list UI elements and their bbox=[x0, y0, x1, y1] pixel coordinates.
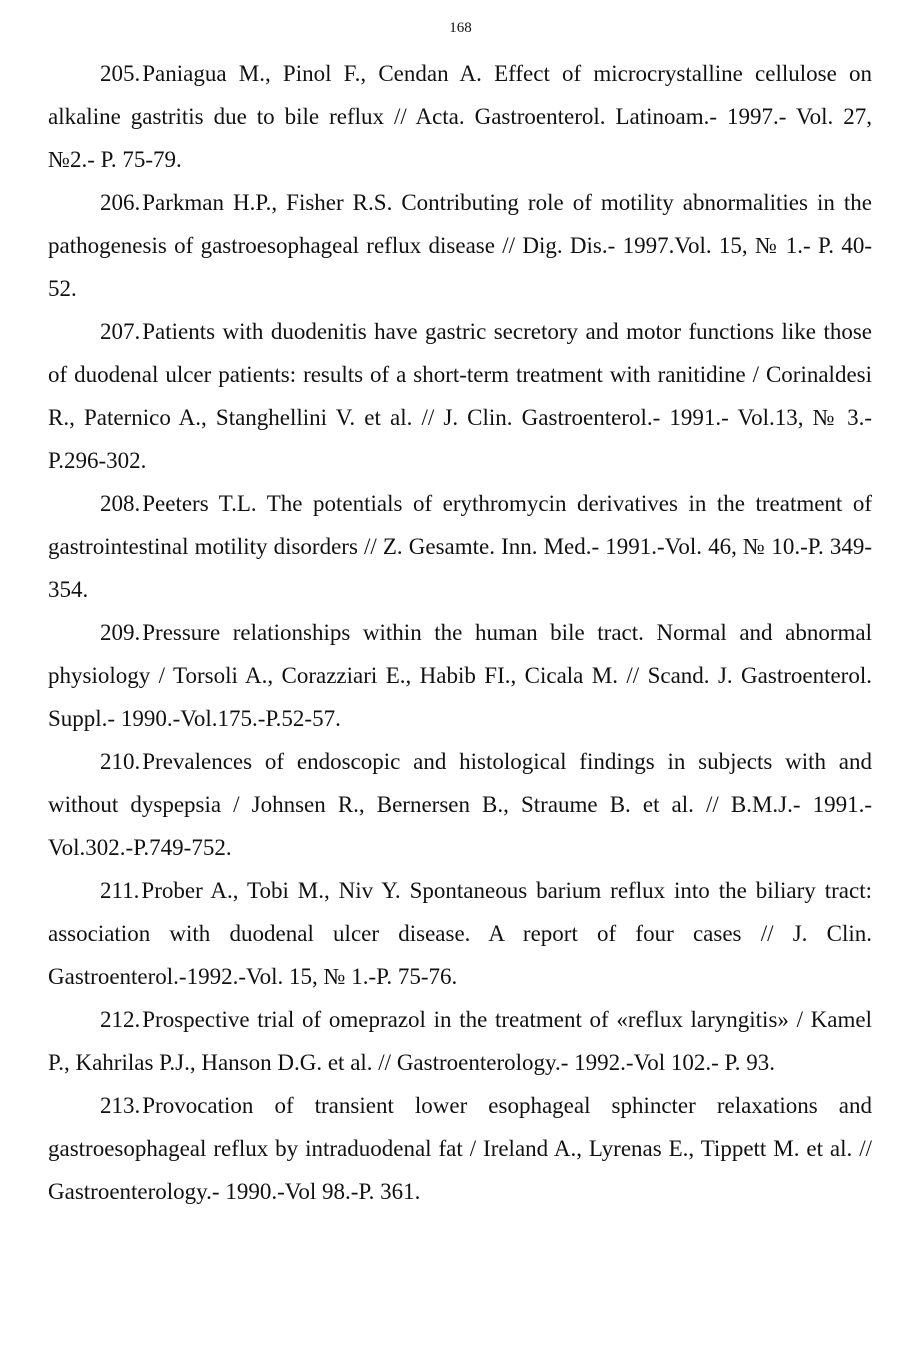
reference-item bbox=[48, 1084, 872, 1213]
reference-text: Prevalences of endoscopic and histological findings in subjects with and without dyspepsia / Johnsen R., Bernersen B., Straume B. et al. // B.M.J.- 1991.- Vol.302.-P.749-752. bbox=[48, 749, 872, 860]
reference-text: Pressure relationships within the human bile tract. Normal and abnormal physiology / Torsoli A., Corazziari E., Habib FI., Cicala M. // Scand. J. Gastroenterol. Suppl.- 1990.-Vol.175.-P.52-57. bbox=[48, 620, 872, 731]
reference-text: Parkman H.P., Fisher R.S. Contributing role of motility abnormalities in the pathogenesis of gastroesophageal reflux disease // Dig. Dis.- 1997.Vol. 15, № 1.- P. 40-52. bbox=[48, 190, 872, 301]
reference-list bbox=[48, 52, 872, 1213]
reference-number: 213. bbox=[100, 1093, 141, 1118]
reference-number: 206. bbox=[100, 190, 141, 215]
reference-item bbox=[48, 482, 872, 611]
reference-number: 209. bbox=[100, 620, 141, 645]
reference-item bbox=[48, 181, 872, 310]
reference-text: Peeters T.L. The potentials of erythromycin derivatives in the treatment of gastrointestinal motility disorders // Z. Gesamte. Inn. Med.- 1991.-Vol. 46, № 10.-P. 349-354. bbox=[48, 491, 872, 602]
reference-number: 207. bbox=[100, 319, 141, 344]
reference-text: Patients with duodenitis have gastric secretory and motor functions like those of duodenal ulcer patients: results of a short-term treatment with ranitidine / Corinaldesi R., Paternico A., Stanghellini V. et al. // J. Clin. Gastroenterol.- 1991.- Vol.13, № 3.-P.296-302. bbox=[48, 319, 872, 473]
reference-item bbox=[48, 52, 872, 181]
reference-number: 205. bbox=[100, 61, 141, 86]
reference-number: 208. bbox=[100, 491, 141, 516]
reference-item bbox=[48, 998, 872, 1084]
reference-number: 210. bbox=[100, 749, 141, 774]
page-number: 168 bbox=[449, 20, 472, 36]
reference-text: Provocation of transient lower esophageal sphincter relaxations and gastroesophageal reflux by intraduodenal fat / Ireland A., Lyrenas E., Tippett M. et al. // Gastroenterology.- 1990.-Vol 98.-P. 361. bbox=[48, 1093, 872, 1204]
reference-number: 211. bbox=[100, 878, 140, 903]
reference-number: 212. bbox=[100, 1007, 141, 1032]
reference-text: Prober A., Tobi M., Niv Y. Spontaneous barium reflux into the biliary tract: association with duodenal ulcer disease. A report of four cases // J. Clin. Gastroenterol.-1992.-Vol. 15, № 1.-P. 75-76. bbox=[48, 878, 872, 989]
reference-text: Paniagua M., Pinol F., Cendan A. Effect of microcrystalline cellulose on alkaline gastritis due to bile reflux // Acta. Gastroenterol. Latinoam.- 1997.- Vol. 27, №2.- P. 75-79. bbox=[48, 61, 872, 172]
reference-item bbox=[48, 611, 872, 740]
reference-item bbox=[48, 869, 872, 998]
reference-item bbox=[48, 310, 872, 482]
reference-item bbox=[48, 740, 872, 869]
reference-text: Prospective trial of omeprazol in the treatment of «reflux laryngitis» / Kamel P., Kahrilas P.J., Hanson D.G. et al. // Gastroenterology.- 1992.-Vol 102.- P. 93. bbox=[48, 1007, 872, 1075]
